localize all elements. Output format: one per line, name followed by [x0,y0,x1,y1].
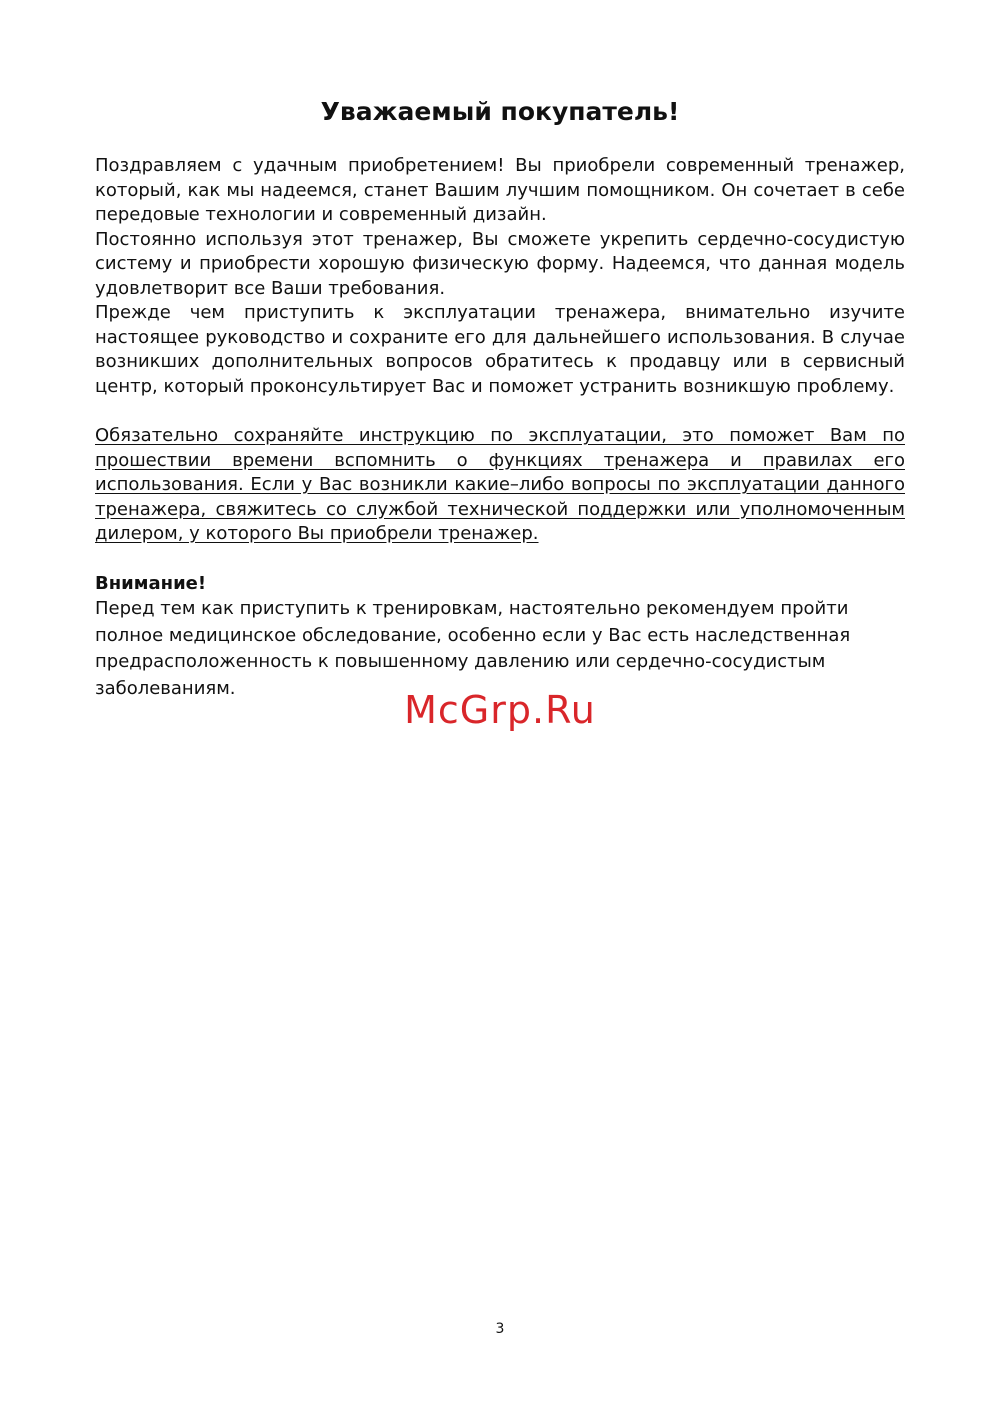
document-body [95,154,905,702]
benefits-paragraph: Постоянно используя этот тренажер, Вы сможете укрепить сердечно-сосудистую систему и приобрести хорошую физическую форму. Надеемся, что данная модель удовлетворит все Ваши требования. [95,228,905,299]
attention-heading: Внимание! [95,572,207,594]
page-title: Уважаемый покупатель! [320,97,680,126]
keep-manual-note: Обязательно сохраняйте инструкцию по эксплуатации, это поможет Вам по прошествии времени вспомнить о функциях тренажера и правилах его использования. Если у Вас возникли какие–либо вопросы по эксплуатации данного тренажера, свяжитесь со службой технической поддержки или уполномоченным дилером, у которого Вы приобрели тренажер. [95,425,905,544]
watermark-logo: McGrp.Ru [404,688,596,732]
intro-paragraph: Поздравляем с удачным приобретением! Вы приобрели современный тренажер, который, как мы надеемся, станет Вашим лучшим помощником. Он сочетает в себе передовые технологии и современный дизайн. [95,155,905,225]
instructions-paragraph: Прежде чем приступить к эксплуатации тренажера, внимательно изучите настоящее руководство и сохраните его для дальнейшего использования. В случае возникших дополнительных вопросов обратитесь к продавцу или в сервисный центр, который проконсультирует Вас и поможет устранить возникшую проблему. [95,302,905,397]
attention-text: Перед тем как приступить к тренировкам, настоятельно рекомендуем пройти полное медицинское обследование, особенно если у Вас есть наследственная предрасположенность к повышенному давлению или сердечно-сосудистым заболеваниям. [95,598,851,699]
page-number: 3 [495,1321,505,1337]
